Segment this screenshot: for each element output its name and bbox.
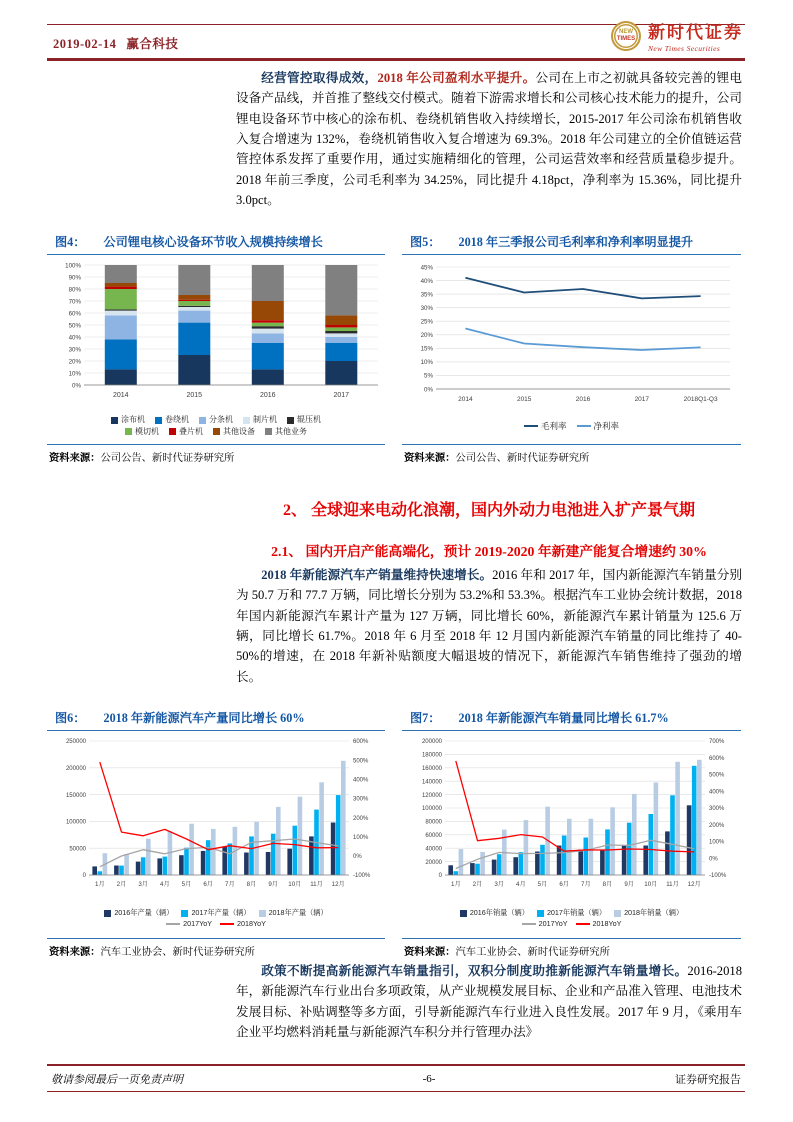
paragraph-text (236, 68, 742, 210)
figure-6-source (47, 938, 385, 958)
svg-text:400%: 400% (353, 777, 369, 784)
brand-logo (611, 18, 743, 53)
svg-text:1月: 1月 (95, 881, 105, 888)
logo-badge-text-top: NEW (619, 28, 633, 35)
svg-text:400%: 400% (708, 789, 724, 796)
svg-text:180000: 180000 (421, 752, 442, 759)
legend-label: 2016年销量（辆） (469, 908, 529, 918)
svg-text:50%: 50% (68, 322, 81, 330)
company-name: 赢合科技 (126, 37, 179, 51)
svg-text:10%: 10% (420, 359, 433, 367)
legend-row (47, 415, 385, 425)
svg-text:1月: 1月 (450, 881, 461, 888)
legend-item (577, 421, 620, 431)
svg-text:10月: 10月 (288, 881, 302, 888)
legend-item (259, 909, 328, 918)
svg-text:60%: 60% (68, 310, 81, 318)
svg-text:500%: 500% (353, 758, 369, 765)
legend-row (47, 920, 385, 929)
figure-5-legend (402, 412, 741, 440)
svg-text:70%: 70% (68, 298, 81, 306)
svg-text:0: 0 (82, 873, 86, 880)
footer-disclaimer: 敬请参阅最后一页免责声明 (51, 1074, 183, 1086)
logo-badge-text-bottom: TIMES (616, 35, 636, 42)
figure-5-title (402, 232, 741, 255)
svg-text:100%: 100% (353, 834, 369, 841)
legend-label: 2018YoY (237, 919, 266, 928)
legend-item (265, 427, 307, 437)
legend-label: 其他业务 (275, 427, 307, 436)
svg-text:600%: 600% (353, 739, 369, 746)
legend-label: 2017YoY (183, 919, 212, 928)
source-text: 公司公告、新时代证券研究所 (455, 453, 590, 464)
legend-label: 2018年产量（辆） (268, 908, 328, 918)
figure-4-title-text: 公司锂电核心设备环节收入规模持续增长 (103, 235, 323, 249)
legend-label: 2016年产量（辆） (114, 908, 174, 918)
svg-text:10%: 10% (68, 370, 81, 378)
legend-item (199, 415, 233, 425)
legend-item (213, 427, 255, 437)
svg-text:3月: 3月 (138, 881, 148, 888)
source-text: 公司公告、新时代证券研究所 (100, 453, 235, 464)
source-text: 汽车工业协会、新时代证券研究所 (455, 947, 610, 958)
legend-box-swatch (243, 417, 250, 424)
svg-text:140000: 140000 (421, 779, 442, 786)
svg-text:10月: 10月 (643, 881, 657, 888)
svg-text:2018Q1-Q3: 2018Q1-Q3 (683, 396, 718, 403)
footer-report-type: 证券研究报告 (674, 1074, 741, 1086)
svg-text:12月: 12月 (331, 881, 345, 888)
figure-5 (402, 232, 741, 464)
svg-text:5月: 5月 (181, 881, 192, 888)
paragraph-nev-growth (236, 565, 742, 687)
legend-line-swatch (220, 923, 234, 925)
combo-chart-nev-production (47, 735, 385, 903)
legend-box-swatch (111, 417, 118, 424)
svg-text:7月: 7月 (580, 881, 591, 888)
svg-text:5月: 5月 (537, 881, 547, 888)
svg-text:200%: 200% (708, 822, 724, 829)
legend-label: 叠片机 (179, 427, 203, 436)
legend-label: 毛利率 (540, 420, 567, 431)
svg-text:6月: 6月 (558, 881, 569, 888)
legend-item (181, 909, 250, 918)
svg-text:2017: 2017 (333, 392, 350, 399)
svg-text:-100%: -100% (708, 873, 726, 880)
svg-text:30%: 30% (68, 346, 81, 354)
page-number: -6- (422, 1073, 436, 1085)
svg-text:35%: 35% (420, 291, 433, 299)
source-label: 资料来源： (404, 453, 456, 464)
figure-4 (47, 232, 385, 464)
legend-row (402, 920, 741, 929)
svg-text:8月: 8月 (602, 881, 612, 888)
paragraph-lead-highlight: 2018 年公司盈利水平提升。 (377, 71, 536, 85)
svg-text:500%: 500% (708, 772, 724, 779)
svg-text:30%: 30% (420, 304, 433, 312)
legend-item (166, 920, 212, 929)
combo-chart-nev-sales (403, 735, 741, 903)
svg-text:2月: 2月 (116, 881, 127, 888)
legend-item (220, 920, 266, 929)
legend-label: 2017YoY (538, 919, 568, 928)
legend-label: 2018年销量（辆） (624, 908, 684, 918)
legend-box-swatch (287, 417, 294, 424)
figure-4-legend (47, 412, 385, 440)
figure-6-title-text: 2018 年新能源汽车产量同比增长 60% (103, 711, 305, 725)
svg-text:2016: 2016 (575, 396, 590, 403)
paragraph-body: 公司在上市之初就具备较完善的锂电设备产品线，并首推了整线交付模式。随着下游需求增长和公司核心技术能力的提升，公司锂电设备环节中核心的涂布机、卷绕机销售收入持续增长，2015-2017 年公司涂布机销售收入复合增速为 132%，卷绕机销售收入复合增速为 69.3%。2018 年公司建立的全价值链运营管控体系发挥了重要作用，通过实施精细化的管理，公司运营效率和经营质量稳步提升。2018 年前三季度，公司毛利率为 34.25%，同比提升 4.18pct，净利率为 15.36%，同比提升 3.0pct。 (236, 71, 743, 207)
svg-text:45%: 45% (420, 264, 433, 272)
svg-text:300%: 300% (353, 796, 369, 803)
legend-row (47, 427, 385, 437)
svg-text:100000: 100000 (421, 806, 442, 813)
legend-box-swatch (213, 428, 220, 435)
report-date: 2019-02-14 (53, 37, 117, 51)
figure-7-source (402, 938, 741, 958)
source-label: 资料来源： (49, 453, 101, 464)
source-label: 资料来源： (404, 947, 456, 958)
subsection-heading-2-1: 2.1、 国内开启产能高端化，预计 2019-2020 年新建产能复合增速约 30% (271, 544, 707, 559)
svg-text:200%: 200% (353, 815, 369, 822)
legend-label: 辊压机 (297, 415, 321, 425)
svg-text:120000: 120000 (421, 792, 442, 799)
legend-item (576, 920, 622, 929)
legend-box-swatch (265, 428, 272, 435)
svg-text:150000: 150000 (65, 792, 86, 799)
svg-text:200000: 200000 (65, 766, 86, 772)
figure-5-label: 图5： (410, 235, 441, 249)
svg-text:4月: 4月 (515, 881, 526, 888)
figure-7-label: 图7： (410, 711, 441, 725)
legend-box-swatch (460, 910, 467, 917)
brand-name (648, 18, 743, 53)
legend-line-swatch (524, 425, 538, 427)
svg-text:2014: 2014 (112, 392, 129, 399)
svg-text:6月: 6月 (203, 881, 213, 888)
legend-label: 2018YoY (592, 919, 622, 928)
svg-text:20000: 20000 (424, 859, 442, 866)
svg-text:11月: 11月 (665, 881, 679, 888)
svg-text:3月: 3月 (493, 881, 504, 888)
svg-text:8月: 8月 (246, 881, 257, 888)
legend-row (402, 909, 741, 918)
svg-text:7月: 7月 (225, 881, 235, 888)
stacked-bar-chart-equipment-revenue (48, 259, 384, 411)
svg-text:0%: 0% (353, 854, 362, 861)
svg-text:0%: 0% (708, 856, 718, 863)
svg-text:0%: 0% (72, 382, 81, 390)
legend-box-swatch (169, 428, 176, 435)
paragraph-text (236, 961, 742, 1042)
svg-text:12月: 12月 (687, 881, 701, 888)
legend-label: 制片机 (253, 415, 277, 425)
legend-item (537, 909, 606, 918)
legend-item (104, 909, 173, 918)
legend-item (243, 415, 277, 425)
svg-text:2014: 2014 (457, 396, 473, 403)
legend-item (287, 415, 321, 425)
svg-text:90%: 90% (68, 274, 81, 282)
figure-6-title (47, 708, 385, 731)
svg-text:100%: 100% (708, 839, 724, 846)
svg-text:300%: 300% (708, 806, 724, 813)
legend-item (111, 415, 145, 425)
legend-line-swatch (577, 425, 591, 427)
figure-7-title (402, 708, 741, 731)
legend-item (614, 909, 683, 918)
svg-text:5%: 5% (423, 372, 433, 380)
svg-text:4月: 4月 (160, 881, 170, 888)
legend-box-swatch (614, 910, 621, 917)
paragraph-lead: 政策不断提高新能源汽车销量指引，双积分制度助推新能源汽车销量增长。 (261, 964, 688, 978)
svg-text:700%: 700% (708, 739, 724, 746)
legend-label: 其他设备 (223, 427, 255, 436)
legend-label: 模切机 (135, 427, 159, 436)
svg-text:40%: 40% (420, 277, 433, 285)
svg-text:80%: 80% (68, 286, 81, 294)
paragraph-body: 2016 年和 2017 年，国内新能源汽车销量分别为 50.7 万和 77.7 万辆，同比增长分别为 53.2%和 53.3%。根据汽车工业协会统计数据，2018 年国内新能源汽车累计产量为 127 万辆，同比增长 60%，新能源汽车累计销量为 125.6 万辆，同比增长 61.7%。2018 年 6 月至 2018 年 12 月国内新能源汽车销量的同比维持了 40-50%的增速，在 2018 年新补贴额度大幅退坡的情况下，新能源汽车销售维持了强劲的增长。 (236, 568, 742, 684)
svg-text:2017: 2017 (634, 396, 649, 403)
legend-item (522, 920, 568, 929)
svg-text:2016: 2016 (259, 392, 276, 399)
paragraph-lead: 2018 年新能源汽车产销量维持快速增长。 (261, 568, 493, 582)
legend-label: 2017年销量（辆） (546, 908, 607, 918)
legend-item (169, 427, 203, 437)
svg-text:80000: 80000 (424, 819, 442, 826)
svg-text:40%: 40% (68, 334, 81, 342)
legend-box-swatch (537, 910, 544, 917)
figure-4-source (47, 444, 385, 464)
legend-box-swatch (181, 910, 188, 917)
svg-text:20%: 20% (68, 358, 81, 366)
svg-text:15%: 15% (420, 345, 433, 353)
report-meta (53, 34, 188, 52)
brand-logo-icon (611, 21, 641, 51)
legend-box-swatch (155, 417, 162, 424)
svg-text:9月: 9月 (623, 881, 634, 888)
figure-7 (402, 708, 741, 958)
paragraph-body: 2016-2018 年，新能源汽车行业出台多项政策，从产业规模发展目标、企业和产品准入管理、电池技术发展目标、补贴调整等多方面，引导新能源汽车行业进入良性发展。2017 年 9 月，《乘用车企业平均燃料消耗量与新能源汽车积分并行管理办法》 (236, 964, 742, 1039)
legend-line-swatch (166, 923, 180, 925)
svg-text:11月: 11月 (310, 881, 323, 888)
svg-text:0: 0 (438, 873, 442, 880)
svg-text:200000: 200000 (421, 739, 442, 746)
legend-item (155, 415, 189, 425)
figure-4-title (47, 232, 385, 255)
legend-row (402, 421, 741, 431)
figure-5-source (402, 444, 741, 464)
legend-box-swatch (199, 417, 206, 424)
paragraph-profitability (236, 68, 742, 210)
legend-label: 分条机 (209, 415, 233, 425)
svg-text:0%: 0% (423, 386, 433, 394)
line-chart-margins (404, 259, 740, 411)
legend-label: 2017年产量（辆） (191, 908, 251, 918)
legend-box-swatch (259, 910, 266, 917)
figure-6-label: 图6： (55, 711, 86, 725)
paragraph-lead: 经营管控取得成效， (261, 71, 378, 85)
figure-7-legend (402, 904, 741, 934)
figure-6-legend (47, 904, 385, 934)
figure-4-label: 图4： (55, 235, 86, 249)
svg-text:160000: 160000 (421, 766, 442, 772)
svg-text:40000: 40000 (424, 846, 442, 853)
paragraph-text (236, 565, 742, 687)
svg-text:50000: 50000 (69, 846, 86, 853)
paragraph-policy (236, 961, 742, 1042)
legend-box-swatch (125, 428, 132, 435)
page-footer (47, 1064, 745, 1092)
svg-text:2015: 2015 (186, 392, 203, 399)
legend-label: 涂布机 (121, 415, 145, 425)
legend-item (460, 909, 529, 918)
page-header (47, 24, 745, 61)
legend-label: 净利率 (593, 420, 620, 431)
legend-box-swatch (104, 910, 111, 917)
svg-text:250000: 250000 (65, 739, 86, 746)
svg-text:100000: 100000 (65, 819, 86, 826)
svg-text:2015: 2015 (516, 396, 531, 403)
figure-6 (47, 708, 385, 958)
source-text: 汽车工业协会、新时代证券研究所 (100, 947, 255, 958)
legend-item (524, 421, 567, 431)
figure-5-title-text: 2018 年三季报公司毛利率和净利率明显提升 (458, 235, 694, 249)
legend-item (125, 427, 159, 437)
figure-7-title-text: 2018 年新能源汽车销量同比增长 61.7% (458, 711, 669, 725)
svg-text:25%: 25% (420, 318, 433, 326)
legend-line-swatch (576, 923, 590, 925)
brand-name-en: New Times Securities (648, 44, 721, 53)
svg-text:-100%: -100% (353, 873, 371, 880)
section-heading-2: 2、 全球迎来电动化浪潮，国内外动力电池进入扩产景气期 (282, 502, 695, 519)
svg-text:100%: 100% (65, 262, 81, 270)
svg-text:2月: 2月 (472, 881, 482, 888)
svg-text:20%: 20% (420, 332, 433, 340)
svg-text:600%: 600% (708, 755, 724, 762)
svg-text:60000: 60000 (424, 833, 442, 839)
source-label: 资料来源： (49, 947, 101, 958)
brand-name-cn: 新时代证券 (648, 23, 743, 42)
legend-line-swatch (522, 923, 536, 925)
legend-row (47, 909, 385, 918)
legend-label: 卷绕机 (165, 415, 189, 425)
svg-text:9月: 9月 (268, 881, 278, 888)
